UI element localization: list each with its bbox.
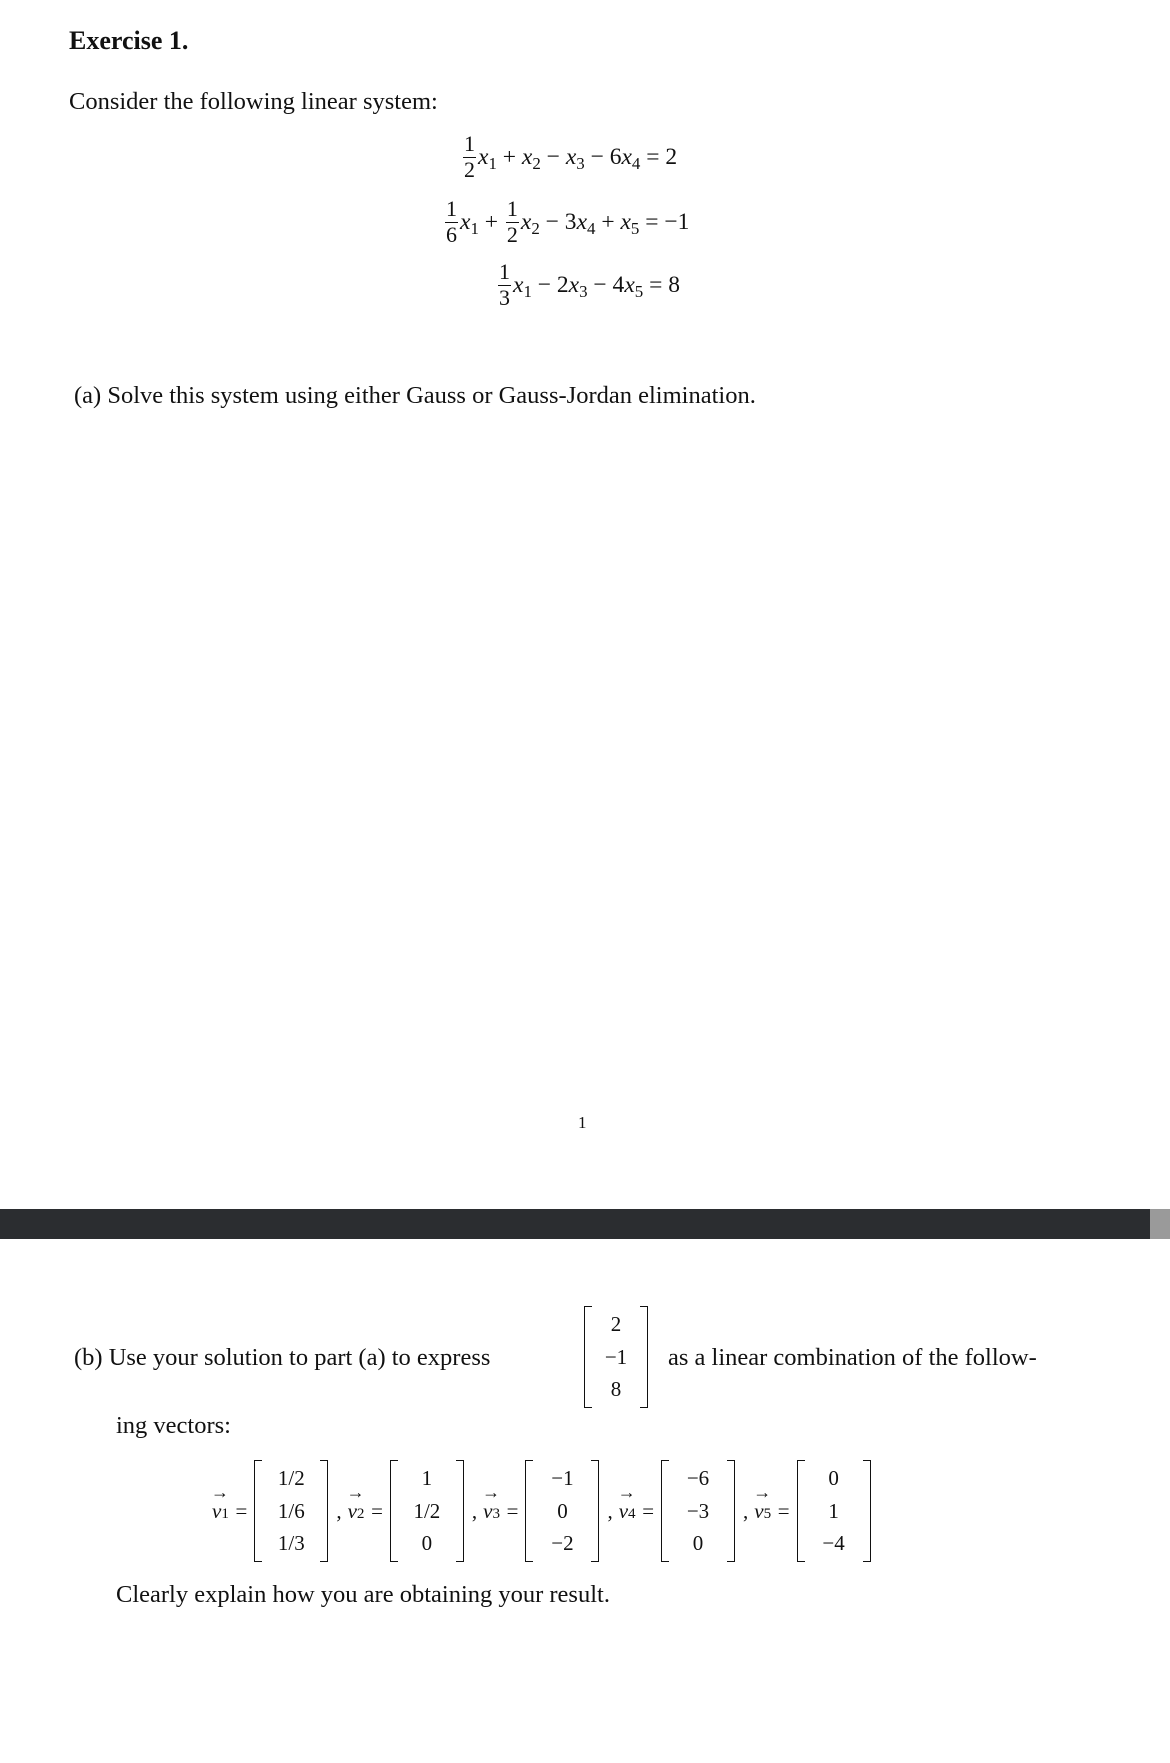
vector-label-1: → v 1 = xyxy=(212,1499,248,1524)
eq3-fraction: $\frac{1}{3}$ xyxy=(499,259,510,310)
page-number: 1 xyxy=(578,1113,587,1132)
vector-label-4: → v 4 = xyxy=(619,1499,655,1524)
part-a-text: (a) Solve this system using either Gauss or Gauss-Jordan elimination. xyxy=(74,382,756,409)
vector-label-2: → v 2 = xyxy=(348,1499,384,1524)
eq2-fraction-1: $\frac{1}{6}$ xyxy=(446,196,457,247)
scrollbar-thumb[interactable] xyxy=(1150,1209,1170,1239)
equation-2: $\frac{1}{6}$ $x_1$ + $\frac{1}{2}$ $x_2$ − 3 $x_4$ + $x_5$ = −1 xyxy=(446,196,690,247)
equation-3: $\frac{1}{3}$ $x_1$ − 2 $x_3$ − 4 $x_5$ = 8 xyxy=(499,259,680,310)
vector-label-3: → v 3 = xyxy=(483,1499,519,1524)
vector-3: −1 0 −2 xyxy=(525,1460,599,1562)
intro-text: Consider the following linear system: xyxy=(69,88,438,115)
eq1-fraction: $\frac{1}{2}$ xyxy=(464,131,475,182)
target-vector xyxy=(584,1306,648,1408)
vector-2: 1 1/2 0 xyxy=(390,1460,464,1562)
vector-1: 1/2 1/6 1/3 xyxy=(254,1460,328,1562)
target-entry: 8 xyxy=(610,1377,622,1402)
page-divider-bar xyxy=(0,1209,1170,1239)
vector-5: 0 1 −4 xyxy=(797,1460,871,1562)
closing-instruction: Clearly explain how you are obtaining your result. xyxy=(116,1581,610,1608)
vector-list: → v 1 = 1/2 1/6 1/3 , → v 2 = 1 1/2 0 , → v 3 = −1 0 −2 , → v 4 = −6 −3 0 , → v 5 = 0 1 −4 xyxy=(212,1460,871,1562)
part-b-text: (b) Use your solution to part (a) to express xyxy=(74,1344,491,1371)
part-b-text-continued: as a linear combination of the follow- xyxy=(668,1344,1037,1371)
eq2-fraction-2: $\frac{1}{2}$ xyxy=(506,196,518,247)
vector-4: −6 −3 0 xyxy=(661,1460,735,1562)
target-entry: 2 xyxy=(610,1312,622,1337)
target-entry: −1 xyxy=(604,1344,628,1369)
part-b-continuation: ing vectors: xyxy=(116,1412,231,1439)
exercise-title: Exercise 1. xyxy=(69,26,189,55)
vector-label-5: → v 5 = xyxy=(754,1499,790,1524)
equation-1: $\frac{1}{2}$ $x_1$ + $x_2$ − $x_3$ − 6 $x_4$ = 2 xyxy=(464,131,678,182)
